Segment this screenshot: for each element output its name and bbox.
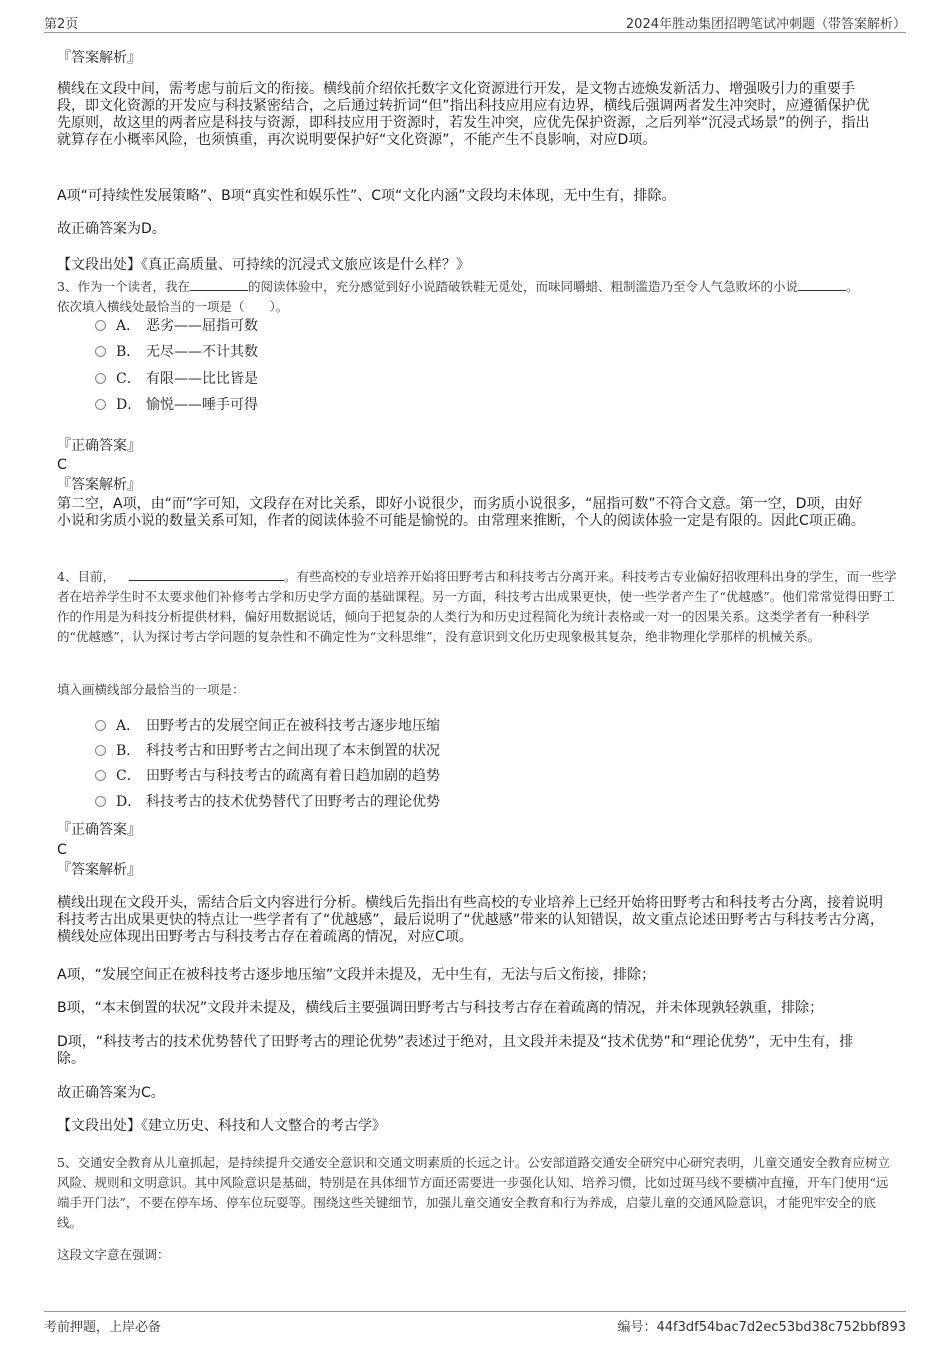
q4-analysis-a: A项，“发展空间正在被科技考古逐步地压缩”文段并未提及，无中生有，无法与后文衔接，排除； <box>57 967 656 983</box>
q4-option-b[interactable]: B． 科技考古和田野考古之间出现了本末倒置的状况 <box>95 742 440 760</box>
q4-option-a[interactable]: A． 田野考古的发展空间正在被科技考古逐步地压缩 <box>95 717 440 735</box>
q2-analysis-text: 横线在文段中间，需考虑与前后文的衔接。横线前介绍依托数字文化资源进行开发，是文物古迹焕发新活力、增强吸引力的重要手段，即文化资源的开发应与科技紧密结合，之后通过转折词“但”指出科技应用应有边界，横线后强调两者发生冲突时，应遵循保护优先原则，故这里的两者应是科技与资源，即科技应用于资源时，若发生冲突，应优先保护资源，之后列举“沉浸式场景”的例子，指出就算存在小概率风险，也须慎重，再次说明要保护好“文化资源”，不能产生不良影响，对应D项。 <box>57 81 870 148</box>
q3-blank-1 <box>190 276 248 291</box>
q3-stem <box>57 276 897 317</box>
page-footer <box>44 1311 906 1336</box>
radio-icon[interactable] <box>95 770 106 781</box>
q2-source: 【文段出处】《真正高质量、可持续的沉浸式文旅应该是什么样？》 <box>57 257 470 273</box>
q4-answer-label: 『正确答案』 <box>57 822 141 838</box>
footer-code-value: 44f3df54bac7d2ec53bd38c752bbf893 <box>656 1320 906 1335</box>
q3-stem-part2: 的阅读体验中，充分感觉到好小说踏破铁鞋无觅处，而味同嚼蜡、粗制滥造乃至令人气急败坏的小说 <box>247 279 798 294</box>
q2-exclude-text: A项“可持续性发展策略”、B项“真实性和娱乐性”、C项“文化内涵”文段均未体现，无中生有，排除。 <box>57 188 676 204</box>
radio-icon[interactable] <box>95 320 106 331</box>
q4-option-c[interactable]: C． 田野考古与科技考古的疏离有着日趋加剧的趋势 <box>95 767 440 785</box>
radio-icon[interactable] <box>95 745 106 756</box>
page-number: 第2页 <box>44 17 79 32</box>
q4-analysis-b: B项，“本末倒置的状况”文段并未提及，横线后主要强调田野考古与科技考古存在着疏离的情况，并未体现孰轻孰重，排除； <box>57 1000 824 1016</box>
q4-stem <box>57 566 899 647</box>
q4-answer: C <box>57 842 67 858</box>
q3-answer: C <box>57 457 67 473</box>
q4-source: 【文段出处】《建立历史、科技和人文整合的考古学》 <box>57 1118 386 1134</box>
q5-prompt: 这段文字意在强调： <box>57 1247 170 1262</box>
q3-analysis-label: 『答案解析』 <box>57 477 141 493</box>
footer-code <box>617 1316 906 1335</box>
q5-stem: 5、交通安全教育从儿童抓起，是持续提升交通安全意识和交通文明素质的长远之计。公安部道路交通安全研究中心研究表明，儿童交通安全教育应树立风险、规则和文明意识。其中风险意识是基础，特别是在具体细节方面还需要进一步强化认知、培养习惯，比如过斑马线不要横冲直撞，开车门使用“远端手开门法”，不要在停车场、停车位玩耍等。围绕这些关键细节，加强儿童交通安全教育和行为养成，启蒙儿童的交通风险意识，才能兜牢安全的底线。 <box>57 1155 890 1230</box>
q3-stem-part1: 3、作为一个读者，我在 <box>57 279 190 294</box>
q4-stem-part2: 。有些高校的专业培养开始将田野考古和科技考古分离开来。科技考古专业偏好招收理科出身的学生，而一些学者在培养学生时不太要求他们补修考古学和历史学方面的基础课程。另一方面，科技考古出成果更快，使一些学者产生了“优越感”。他们常常觉得田野工作的作用是为科技分析提供材料，偏好用数据说话，倾向于把复杂的人类行为和历史过程简化为统计表格或一对一的因果关系。这类学者有一种科学的“优越感”，认为探讨考古学问题的复杂性和不确定性为“文科思维”，没有意识到文化历史现象极其复杂，绝非物理化学那样的机械关系。 <box>57 569 897 644</box>
q4-analysis-d: D项，“科技考古的技术优势替代了田野考古的理论优势”表述过于绝对，且文段并未提及“技术优势”和“理论优势”，无中生有，排除。 <box>57 1034 854 1067</box>
document-title: 2024年胜动集团招聘笔试冲刺题（带答案解析） <box>625 17 906 32</box>
q3-option-b[interactable]: B． 无尽——不计其数 <box>95 343 258 361</box>
q3-blank-2 <box>798 276 846 291</box>
q3-option-c[interactable]: C． 有限——比比皆是 <box>95 370 258 388</box>
q3-answer-label: 『正确答案』 <box>57 438 141 454</box>
radio-icon[interactable] <box>95 373 106 384</box>
footer-code-label: 编号： <box>617 1320 657 1335</box>
q4-stem-part1: 4、目前， <box>57 569 115 584</box>
footer-slogan: 考前押题，上岸必备 <box>44 1320 162 1335</box>
q4-analysis-text: 横线出现在文段开头，需结合后文内容进行分析。横线后先指出有些高校的专业培养上已经开始将田野考古和科技考古分离，接着说明科技考古出成果更快的特点让一些学者有了“优越感”，最后说明了“优越感”带来的认知错误，故文重点论述田野考古与科技考古分离，横线处应体现出田野考古与科技考古存在着疏离的情况，对应C项。 <box>57 895 885 945</box>
q3-stem-line2: 依次填入横线处最恰当的一项是（ ）。 <box>57 299 289 314</box>
q2-analysis-label: 『答案解析』 <box>57 50 141 66</box>
radio-icon[interactable] <box>95 796 106 807</box>
radio-icon[interactable] <box>95 399 106 410</box>
page-header <box>44 10 906 33</box>
q3-option-d[interactable]: D． 愉悦——唾手可得 <box>95 396 258 414</box>
q3-stem-part3: 。 <box>845 279 859 294</box>
q4-prompt: 填入画横线部分最恰当的一项是： <box>57 682 245 697</box>
q4-blank <box>129 566 284 581</box>
q4-analysis-label: 『答案解析』 <box>57 862 141 878</box>
radio-icon[interactable] <box>95 720 106 731</box>
q4-option-d[interactable]: D． 科技考古的技术优势替代了田野考古的理论优势 <box>95 793 440 811</box>
q3-option-a[interactable]: A． 恶劣——屈指可数 <box>95 317 258 335</box>
radio-icon[interactable] <box>95 346 106 357</box>
q3-analysis-text: 第二空，A项，由“而”字可知，文段存在对比关系，即好小说很少，而劣质小说很多，“屈指可数”不符合文意。第一空，D项，由好小说和劣质小说的数量关系可知，作者的阅读体验不可能是愉悦的。由常理来推断，个人的阅读体验一定是有限的。因此C项正确。 <box>57 496 865 529</box>
q2-conclusion: 故正确答案为D。 <box>57 221 166 237</box>
q4-conclusion: 故正确答案为C。 <box>57 1085 165 1101</box>
